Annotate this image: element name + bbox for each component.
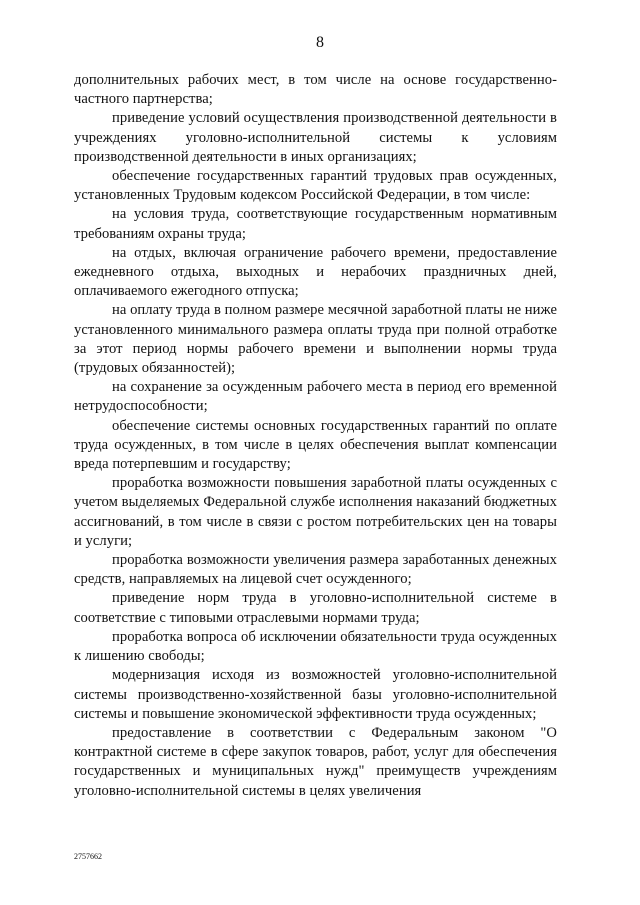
- paragraph-working-conditions: на условия труда, соответствующие государственным нормативным требованиям охраны труда;: [74, 206, 557, 242]
- page-number: 8: [316, 34, 324, 51]
- document-body: [74, 71, 557, 801]
- paragraph-continuation: дополнительных рабочих мест, в том числе на основе государственно-частного партнерства;: [74, 72, 557, 108]
- paragraph-pay-guarantees: обеспечение системы основных государственных гарантий по оплате труда осужденных, в том числе в целях обеспечения выплат компенсации вреда потерпевшим и государству;: [74, 417, 557, 473]
- paragraph-wages: на оплату труда в полном размере месячной заработной платы не ниже установленного минимального размера оплаты труда при полной отработке за этот период нормы рабочего времени и выполнении нормы труда (трудовых обязанностей);: [74, 302, 557, 377]
- paragraph-labor-norms: приведение норм труда в уголовно-исполнительной системе в соответствие с типовыми отраслевыми нормами труда;: [74, 590, 557, 626]
- paragraph-labor-guarantees: обеспечение государственных гарантий трудовых прав осужденных, установленных Трудовым кодексом Российской Федерации, в том числе:: [74, 168, 557, 204]
- paragraph-production-conditions: приведение условий осуществления производственной деятельности в учреждениях уголовно-исполнительной системы к условиям производственной деятельности в иных организациях;: [74, 110, 557, 165]
- paragraph-mandatory-labor: проработка вопроса об исключении обязательности труда осужденных к лишению свободы;: [74, 628, 557, 665]
- paragraph-rest: на отдых, включая ограничение рабочего времени, предоставление ежедневного отдыха, выходных и нерабочих праздничных дней, оплачиваемого ежегодного отпуска;: [74, 244, 557, 300]
- document-code: 2757662: [74, 852, 102, 861]
- paragraph-modernization: модернизация исходя из возможностей уголовно-исполнительной системы производственно-хозяйственной базы уголовно-исполнительной системы и повышение экономической эффективности труда осужденных;: [74, 667, 557, 722]
- paragraph-earnings-increase: проработка возможности увеличения размера заработанных денежных средств, направляемых на лицевой счет осужденного;: [74, 552, 557, 588]
- paragraph-wage-increase: проработка возможности повышения заработной платы осужденных с учетом выделяемых Федеральной службе исполнения наказаний бюджетных ассигнований, в том числе в связи с ростом потребительских цен на товары и услуги;: [74, 475, 557, 549]
- paragraph-job-retention: на сохранение за осужденным рабочего места в период его временной нетрудоспособности;: [74, 379, 557, 415]
- paragraph-procurement-preferences: предоставление в соответствии с Федеральным законом "О контрактной системе в сфере закупок товаров, работ, услуг для обеспечения государственных и муниципальных нужд" преимуществ учреждениям уголовно-исполнительной системы в целях увеличения: [74, 724, 557, 799]
